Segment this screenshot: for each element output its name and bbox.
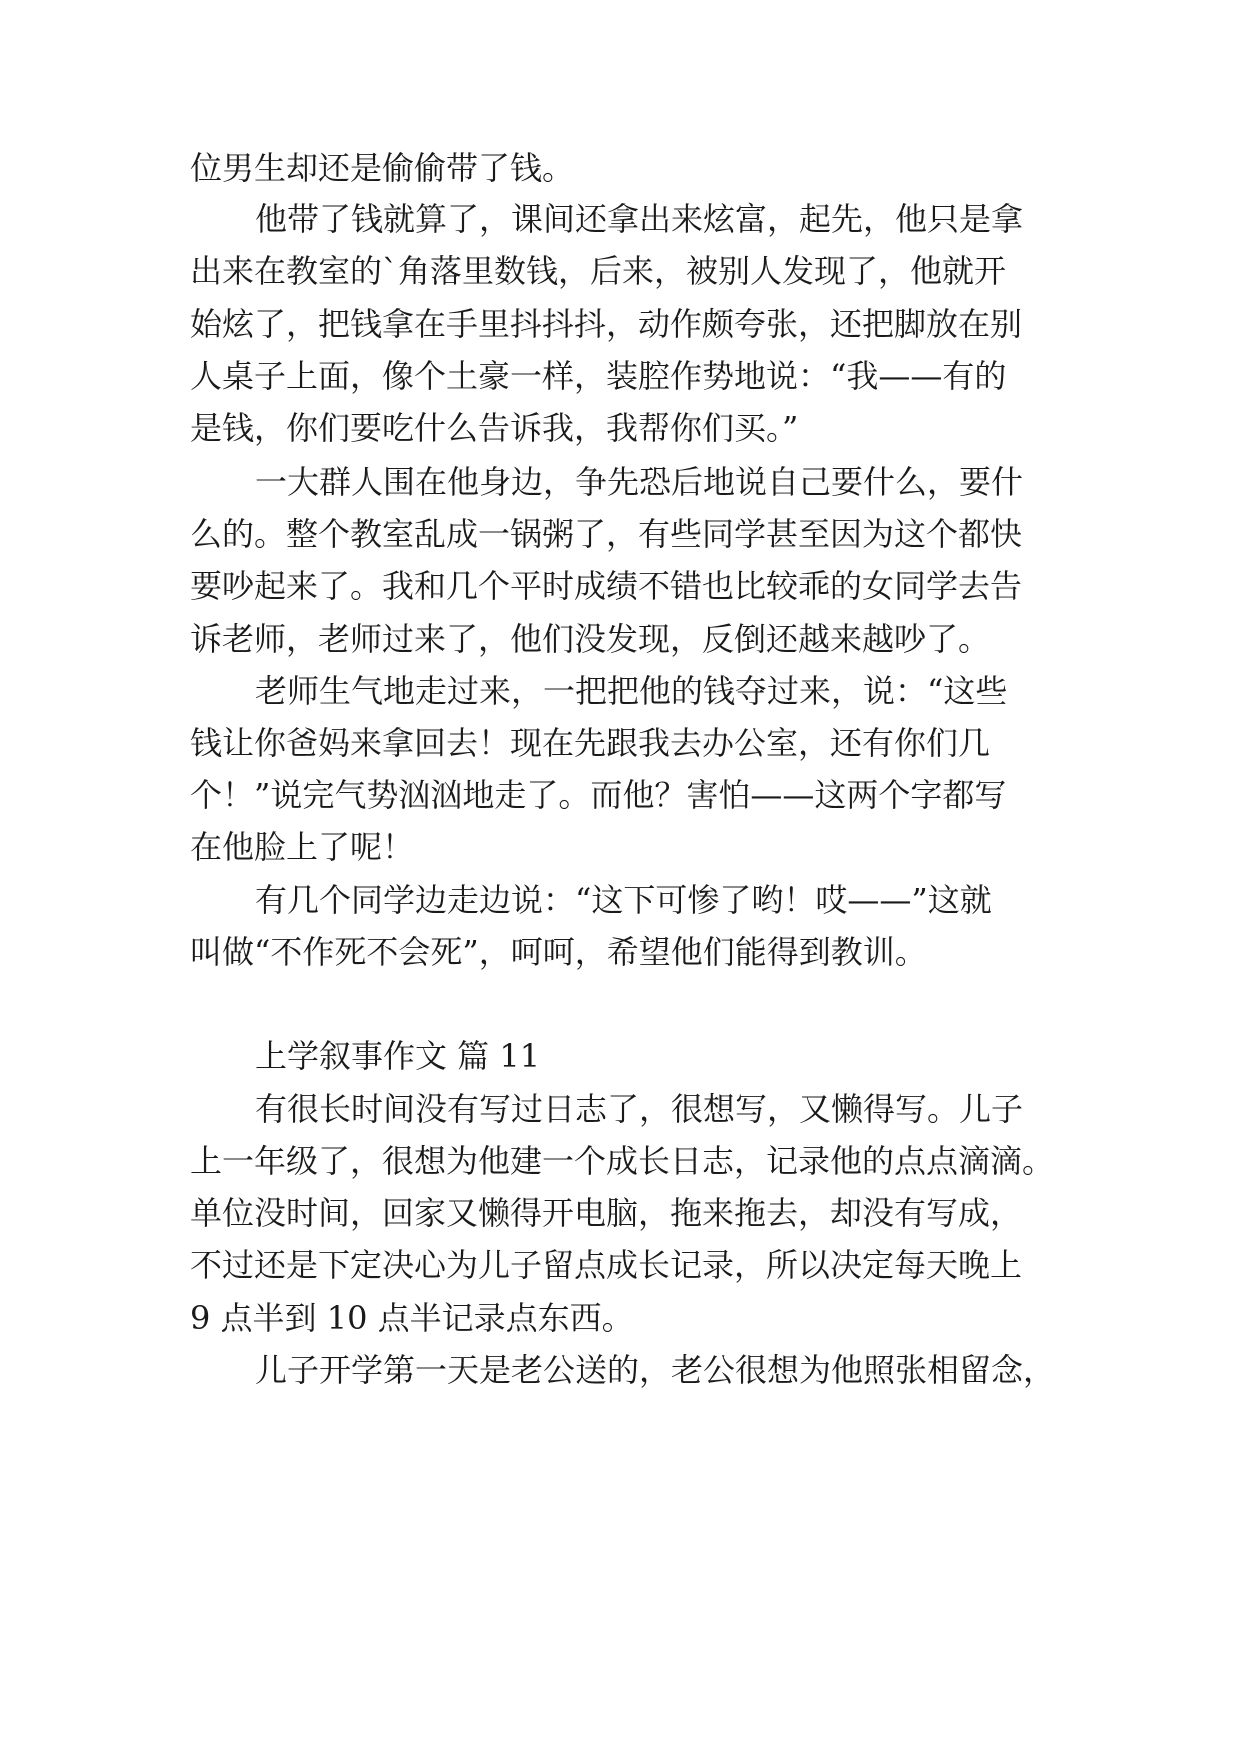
paragraph-line: 有几个同学边走边说：“这下可惨了哟！哎——”这就: [255, 881, 992, 919]
paragraph-line: 单位没时间，回家又懒得开电脑，拖来拖去，却没有写成，: [190, 1194, 1023, 1232]
paragraph-line: 个！”说完气势汹汹地走了。而他？害怕——这两个字都写: [190, 776, 1007, 814]
paragraph-line: 在他脸上了呢！: [190, 828, 415, 866]
paragraph-line: 不过还是下定决心为儿子留点成长记录，所以决定每天晚上: [190, 1246, 1023, 1284]
paragraph-line: 么的。整个教室乱成一锅粥了，有些同学甚至因为这个都快: [190, 515, 1023, 553]
paragraph-line: 位男生却还是偷偷带了钱。: [190, 149, 575, 187]
paragraph-line: 老师生气地走过来，一把把他的钱夺过来，说：“这些: [255, 672, 1008, 710]
paragraph-line: 是钱，你们要吃什么告诉我，我帮你们买。”: [190, 409, 799, 447]
paragraph-line: 儿子开学第一天是老公送的，老公很想为他照张相留念，: [255, 1351, 1056, 1389]
paragraph-line: 人桌子上面，像个土豪一样，装腔作势地说：“我——有的: [190, 357, 1007, 395]
paragraph-line: 要吵起来了。我和几个平时成绩不错也比较乖的女同学去告: [190, 567, 1023, 605]
paragraph-line: 叫做“不作死不会死”，呵呵，希望他们能得到教训。: [190, 933, 927, 971]
paragraph-line: 上一年级了，很想为他建一个成长日志，记录他的点点滴滴。: [190, 1142, 1055, 1180]
paragraph-line: 9 点半到 10 点半记录点东西。: [190, 1299, 634, 1337]
paragraph-line: 始炫了，把钱拿在手里抖抖抖，动作颇夸张，还把脚放在别: [190, 305, 1023, 343]
paragraph-line: 出来在教室的`角落里数钱，后来，被别人发现了，他就开: [190, 252, 1007, 290]
paragraph-line: 一大群人围在他身边，争先恐后地说自己要什么，要什: [255, 463, 1024, 501]
paragraph-line: 钱让你爸妈来拿回去！现在先跟我去办公室，还有你们几: [190, 724, 991, 762]
paragraph-line: 有很长时间没有写过日志了，很想写，又懒得写。儿子: [255, 1090, 1024, 1128]
paragraph-line: 诉老师，老师过来了，他们没发现，反倒还越来越吵了。: [190, 620, 991, 658]
paragraph-line: 他带了钱就算了，课间还拿出来炫富，起先，他只是拿: [255, 200, 1024, 238]
section-heading: 上学叙事作文 篇 11: [255, 1037, 541, 1075]
